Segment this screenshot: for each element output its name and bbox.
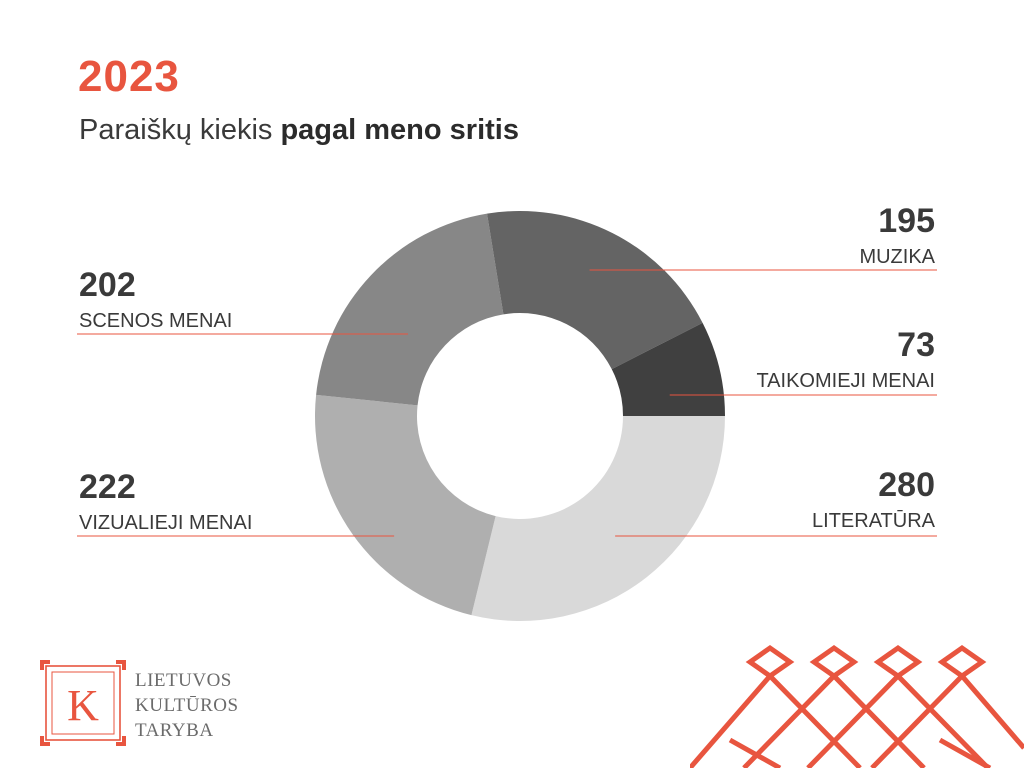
logo-line-3: TARYBA <box>135 720 214 741</box>
subtitle-plain: Paraiškų kiekis <box>79 114 281 146</box>
logo-line-1: LIETUVOS <box>135 670 232 691</box>
chart-year-title: 2023 <box>78 52 180 101</box>
slice-value-label: 195 <box>878 202 935 240</box>
slice-category-label: LITERATŪRA <box>812 510 935 532</box>
donut-slice <box>471 416 725 621</box>
donut-slice <box>316 214 503 406</box>
logo-letter: K <box>67 681 99 730</box>
slice-category-label: SCENOS MENAI <box>79 310 233 332</box>
slice-value-label: 222 <box>79 468 136 506</box>
subtitle-bold: pagal meno sritis <box>280 114 519 146</box>
slice-value-label: 202 <box>79 266 136 304</box>
slice-value-label: 73 <box>897 326 935 364</box>
slice-category-label: TAIKOMIEJI MENAI <box>756 370 935 392</box>
donut-slice <box>315 395 496 615</box>
lkt-logo-icon <box>40 660 126 746</box>
logo-line-2: KULTŪROS <box>135 695 239 716</box>
slice-category-label: MUZIKA <box>859 246 935 268</box>
slice-category-label: VIZUALIEJI MENAI <box>79 512 253 534</box>
logo-text <box>135 668 239 743</box>
slice-value-label: 280 <box>878 466 935 504</box>
ornament-pattern-icon <box>690 640 1024 768</box>
